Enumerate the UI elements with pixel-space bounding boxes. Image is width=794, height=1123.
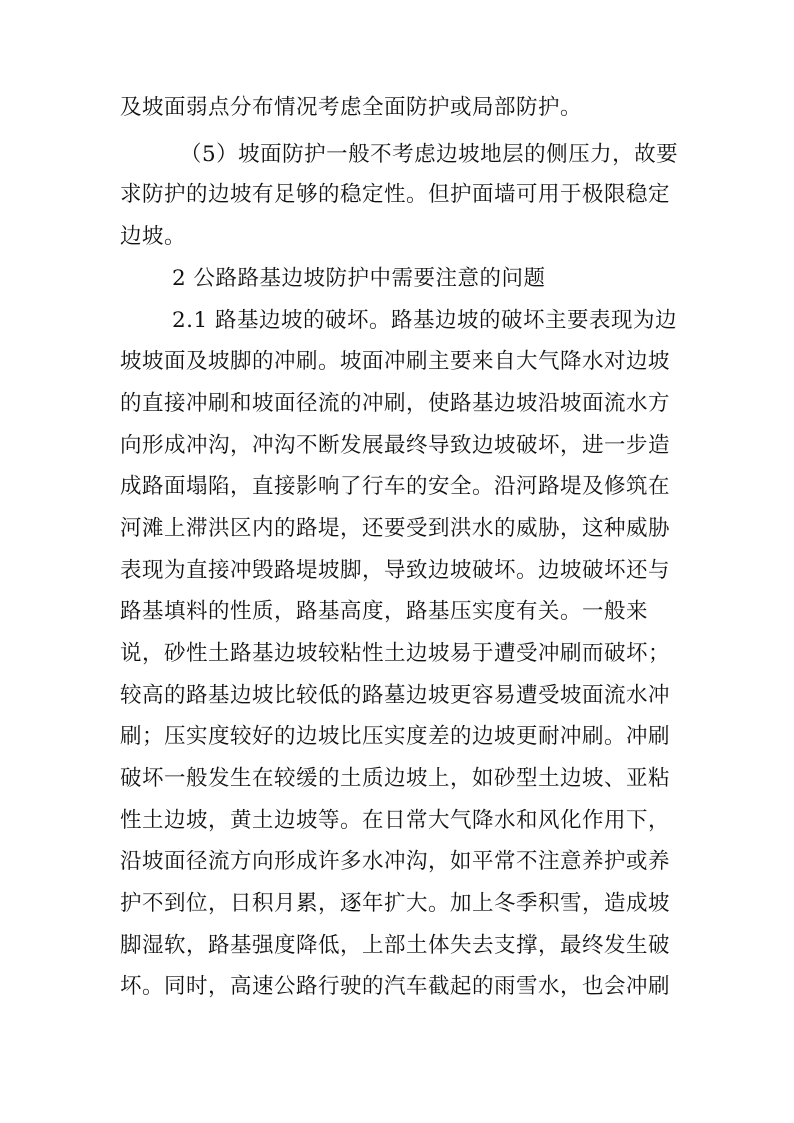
text-line: 说，砂性土路基边坡较粘性土边坡易于遭受冲刷而破坏； bbox=[120, 641, 671, 666]
text-line: 护不到位，日积月累，逐年扩大。加上冬季积雪，造成坡 bbox=[120, 891, 671, 916]
text-line: 向形成冲沟，冲沟不断发展最终导致边坡破坏，进一步造 bbox=[120, 433, 671, 458]
text-line: 沿坡面径流方向形成许多水冲沟，如平常不注意养护或养 bbox=[120, 849, 671, 874]
text-line: 破坏一般发生在较缓的土质边坡上，如砂型土边坡、亚粘 bbox=[120, 766, 671, 791]
text-line: 坏。同时，高速公路行驶的汽车截起的雨雪水，也会冲刷 bbox=[120, 974, 671, 999]
text-line: 坡坡面及坡脚的冲刷。坡面冲刷主要来自大气降水对边坡 bbox=[120, 349, 671, 374]
text-line: 的直接冲刷和坡面径流的冲刷，使路基边坡沿坡面流水方 bbox=[120, 391, 671, 416]
text-line: 较高的路基边坡比较低的路墓边坡更容易遭受坡面流水冲 bbox=[120, 683, 671, 708]
text-line: 及坡面弱点分布情况考虑全面防护或局部防护。 bbox=[120, 95, 583, 120]
text-line: （5）坡面防护一般不考虑边坡地层的侧压力，故要 bbox=[180, 142, 679, 167]
text-line: 成路面塌陷，直接影响了行车的安全。沿河路堤及修筑在 bbox=[120, 474, 671, 499]
text-line: 表现为直接冲毁路堤坡脚，导致边坡破坏。边坡破坏还与 bbox=[120, 558, 671, 583]
text-line: 求防护的边坡有足够的稳定性。但护面墙可用于极限稳定 bbox=[120, 182, 671, 207]
section-heading: 2 公路路基边坡防护中需要注意的问题 bbox=[172, 266, 546, 291]
text-line: 路基填料的性质，路基高度，路基压实度有关。一般来 bbox=[120, 599, 649, 624]
text-line: 边坡。 bbox=[120, 224, 187, 249]
text-line: 刷；压实度较好的边坡比压实度差的边坡更耐冲刷。冲刷 bbox=[120, 724, 671, 749]
subsection-lead-line: 2.1 路基边坡的破坏。路基边坡的破坏主要表现为边 bbox=[172, 308, 678, 333]
text-line: 河滩上滞洪区内的路堤，还要受到洪水的威胁，这种威胁 bbox=[120, 516, 671, 541]
text-line: 性土边坡，黄土边坡等。在日常大气降水和风化作用下， bbox=[120, 808, 671, 833]
text-line: 脚湿软，路基强度降低，上部土体失去支撑，最终发生破 bbox=[120, 933, 671, 958]
